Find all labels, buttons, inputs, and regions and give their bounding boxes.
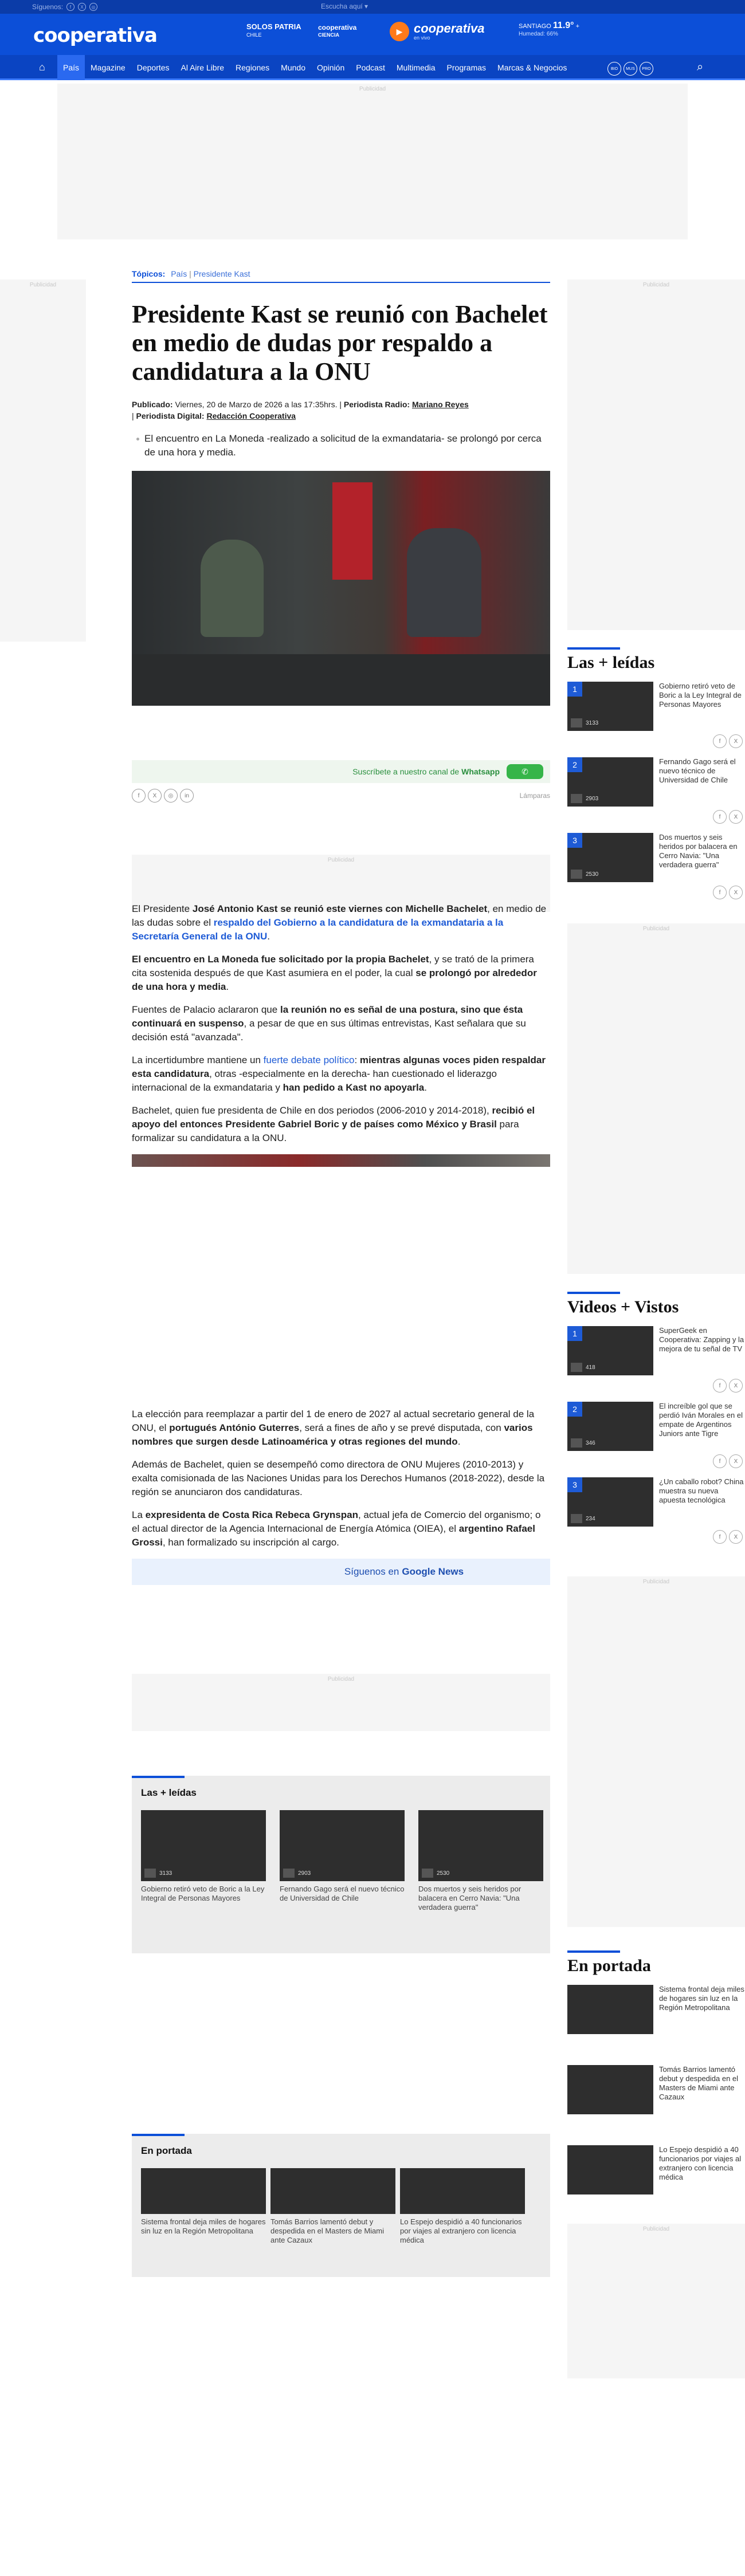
topic-pais[interactable]: País	[171, 269, 187, 278]
paragraph-2: El encuentro en La Moneda fue solicitado por la propia Bachelet, y se trató de la primera cita sostenida después de que Kast asumiera en el poder, la cual se prolongó por alrededor de una hora y media.	[132, 954, 537, 992]
nav-item-regiones[interactable]: Regiones	[236, 63, 270, 72]
sidebar-item[interactable]	[567, 1402, 745, 1451]
ad-left-skyscraper: Publicidad	[0, 280, 86, 642]
paragraph-6: La elección para reemplazar a partir del 1 de enero de 2027 al actual secretario general de la ONU, el portugués António Guterres, será a fines de año y se prevé disputada, con varios nombres que surgen desde Latinoamérica y otras regiones del mundo.	[132, 1409, 535, 1447]
sidebar-item-title[interactable]: Sistema frontal deja miles de hogares sin luz en la Región Metropolitana	[659, 1985, 744, 2012]
eye-icon	[144, 1869, 156, 1878]
partner-circle-2[interactable]: MUS	[624, 62, 637, 76]
portada-card[interactable]	[400, 2168, 525, 2245]
sidebar-thumb[interactable]: 3 234	[567, 1477, 653, 1527]
eye-icon	[571, 718, 582, 727]
sidebar-item-title[interactable]: El increíble gol que se perdió Iván Morales en el empate de Argentinos Juniors ante Tigre	[659, 1402, 743, 1438]
nav-list	[57, 55, 573, 80]
top-bar	[0, 0, 745, 14]
sidebar-share	[567, 1530, 745, 1544]
sidebar-item-title[interactable]: Tomás Barrios lamentó debut y despedida en el Masters de Miami ante Cazaux	[659, 2065, 739, 2101]
sidebar-thumb[interactable]: 2 2903	[567, 757, 653, 807]
article-title: Presidente Kast se reunió con Bachelet en medio de dudas por respaldo a candidatura a la ONU	[132, 300, 548, 386]
sidebar-thumb[interactable]: 2 346	[567, 1402, 653, 1451]
share-facebook-icon[interactable]: f	[713, 1530, 727, 1544]
en-portada-cards	[141, 2168, 541, 2245]
sidebar-item-title[interactable]: Fernando Gago será el nuevo técnico de Universidad de Chile	[659, 757, 736, 784]
radio-journalist-label: Periodista Radio:	[343, 400, 410, 409]
brand-cooperativa-ciencia[interactable]	[318, 24, 356, 39]
paragraph-7: Además de Bachelet, quien se desempeñó como directora de ONU Mujeres (2010-2013) y exalta comisionada de las Naciones Unidas para los Derechos Humanos (2018-2022), desde la región se anunciaron dos candidaturas.	[132, 1459, 545, 1497]
main-nav	[0, 55, 745, 80]
site-header	[0, 14, 745, 55]
card-title[interactable]: Fernando Gago será el nuevo técnico de Universidad de Chile	[280, 1885, 405, 1902]
sidebar-thumb[interactable]: 1 3133	[567, 682, 653, 731]
sidebar-share	[567, 1454, 745, 1468]
ad-banner-top: Publicidad	[57, 84, 688, 239]
change-link[interactable]: Lámparas	[519, 792, 550, 800]
sidebar-share	[567, 810, 745, 824]
en-portada-block	[132, 2134, 550, 2277]
eye-icon	[422, 1869, 433, 1878]
sidebar-share	[567, 1379, 745, 1393]
share-x-icon[interactable]: X	[729, 734, 743, 748]
weather-widget[interactable]	[519, 22, 579, 38]
brand-solos-patria[interactable]	[246, 23, 301, 39]
card-thumbnail[interactable]	[141, 2168, 266, 2214]
nav-item-deportes[interactable]: Deportes	[136, 63, 170, 72]
mas-leidas-block	[132, 1776, 550, 1953]
topic-presidente-kast[interactable]: Presidente Kast	[193, 269, 250, 278]
ad-article-inline-1: Publicidad	[132, 855, 550, 912]
brand-ciencia-sub: CIENCIA	[318, 32, 340, 38]
share-bar	[132, 789, 550, 803]
share-facebook-icon[interactable]: f	[132, 789, 146, 803]
ad-right-mid: Publicidad	[567, 923, 745, 1274]
card-title[interactable]: Lo Espejo despidió a 40 funcionarios por viajes al extranjero con licencia médica	[400, 2217, 522, 2244]
x-icon[interactable]: X	[78, 3, 86, 11]
radio-journalist-link[interactable]: Mariano Reyes	[411, 400, 469, 409]
article	[132, 269, 550, 1585]
nav-item-aire-libre[interactable]: Al Aire Libre	[181, 63, 225, 72]
sidebar-item[interactable]	[567, 1326, 745, 1375]
card-thumbnail[interactable]: 2530	[418, 1810, 543, 1881]
nav-item-opinion[interactable]: Opinión	[316, 63, 345, 72]
follow-label: Síguenos:	[32, 3, 64, 11]
sidebar-videos-title: Videos + Vistos	[567, 1292, 745, 1317]
play-icon[interactable]: ▶	[390, 22, 409, 41]
share-facebook-icon[interactable]: f	[713, 886, 727, 899]
eye-icon	[571, 1438, 582, 1448]
sidebar-en-portada-title: En portada	[567, 1950, 745, 1976]
sidebar-item-title[interactable]: Gobierno retiró veto de Boric a la Ley Integral de Personas Mayores	[659, 682, 742, 709]
gnews-brand: Google News	[402, 1566, 464, 1577]
share-linkedin-icon[interactable]: in	[180, 789, 194, 803]
paragraph-5: Bachelet, quien fue presidenta de Chile en dos periodos (2006-2010 y 2014-2018), recibió el apoyo del entonces Presidente Gabriel Boric y de países como México y Brasil para formalizar su candidatura a la ONU.	[132, 1105, 535, 1143]
share-x-icon[interactable]: X	[729, 810, 743, 824]
brand-ciencia-title: cooperativa	[318, 23, 357, 32]
link-debate[interactable]: fuerte debate político	[263, 1055, 355, 1065]
topics-label: Tópicos:	[132, 269, 166, 278]
sidebar-videos	[567, 1292, 745, 1544]
sidebar-item[interactable]	[567, 757, 745, 807]
sidebar-item[interactable]	[567, 2065, 745, 2114]
mas-leidas-card[interactable]	[280, 1810, 405, 1912]
share-facebook-icon[interactable]: f	[713, 734, 727, 748]
card-thumbnail[interactable]	[270, 2168, 395, 2214]
whatsapp-icon[interactable]: ✆	[507, 764, 543, 779]
sidebar-mas-leidas-title: Las + leídas	[567, 647, 745, 672]
paragraph-3: Fuentes de Palacio aclararon que la reunión no es señal de una postura, sino que ésta continuará en suspenso, a pesar de que en sus últimas entrevistas, Kast señalara que su decisión está "avanzada".	[132, 1004, 526, 1043]
article-lead: El encuentro en La Moneda -realizado a solicitud de la exmandataria- se prolongó por cerca de una hora y media.	[132, 432, 550, 459]
sidebar-thumb[interactable]	[567, 2065, 653, 2114]
digital-journalist-link[interactable]: Redacción Cooperativa	[206, 411, 296, 420]
en-portada-block-title: En portada	[141, 2145, 192, 2156]
share-facebook-icon[interactable]: f	[713, 1379, 727, 1393]
sidebar-share	[567, 734, 745, 748]
sidebar-share	[567, 886, 745, 899]
google-news-banner[interactable]	[132, 1559, 550, 1585]
paragraph-4: La incertidumbre mantiene un fuerte debate político: mientras algunas voces piden respaldar esta candidatura, otras -especialmente en la derecha- han cuestionado el liderazgo internacional de la exmandataria y han pedido a Kast no apoyarla.	[132, 1055, 546, 1093]
photo-person-2	[407, 528, 481, 637]
paragraph-8: La expresidenta de Costa Rica Rebeca Grynspan, actual jefa de Comercio del organismo; o el actual director de la Agencia Internacional de Energía Atómica (OIEA), el argentino Rafael Grossi, han formalizado su inscripción al cargo.	[132, 1509, 541, 1548]
share-x-icon[interactable]: X	[729, 1379, 743, 1393]
sidebar-mas-leidas	[567, 647, 745, 899]
share-x-icon[interactable]: X	[148, 789, 162, 803]
sidebar-item[interactable]	[567, 682, 745, 731]
sidebar-item[interactable]	[567, 833, 745, 882]
photo-floor	[132, 654, 550, 706]
partner-circle-3[interactable]: PRO	[640, 62, 653, 76]
listen-dropdown[interactable]: Escucha aquí ▾	[321, 2, 368, 10]
sidebar-en-portada	[567, 1950, 745, 2194]
partner-circles	[607, 62, 653, 76]
radio-player[interactable]	[390, 22, 485, 41]
eye-icon	[571, 1363, 582, 1372]
sidebar-item-title[interactable]: Dos muertos y seis heridos por balacera en Cerro Navia: "Una verdadera guerra"	[659, 833, 738, 869]
link-respaldo[interactable]: respaldo del Gobierno a la candidatura de la exmandataria a la Secretaría General de la ONU	[132, 917, 504, 942]
card-title[interactable]: Dos muertos y seis heridos por balacera en Cerro Navia: "Una verdadera guerra"	[418, 1885, 522, 1912]
instagram-icon[interactable]: ◎	[89, 3, 97, 11]
mas-leidas-card[interactable]	[141, 1810, 266, 1912]
card-thumbnail[interactable]	[400, 2168, 525, 2214]
sidebar-item-title[interactable]: ¿Un caballo robot? China muestra su nueva apuesta tecnológica	[659, 1477, 744, 1504]
weather-temp: 11.9°	[552, 21, 574, 30]
share-facebook-icon[interactable]: f	[713, 810, 727, 824]
radio-name: cooperativa	[414, 21, 485, 36]
mas-leidas-cards	[141, 1810, 541, 1912]
eye-icon	[571, 1514, 582, 1523]
eye-icon	[571, 794, 582, 803]
article-photo	[132, 471, 550, 706]
facebook-icon[interactable]: f	[66, 3, 74, 11]
social-follow	[32, 3, 97, 11]
whatsapp-banner[interactable]	[132, 760, 550, 783]
radio-sub: en vivo	[414, 35, 430, 41]
ad-right-top: Publicidad	[567, 280, 745, 630]
weather-city: SANTIAGO	[519, 23, 551, 30]
nav-item-multimedia[interactable]: Multimedia	[396, 63, 436, 72]
home-icon[interactable]: ⌂	[39, 61, 45, 73]
published-label: Publicado:	[132, 400, 173, 409]
article-photo-2	[132, 1154, 550, 1167]
portada-card[interactable]	[141, 2168, 266, 2245]
sidebar-item[interactable]	[567, 2145, 745, 2194]
share-instagram-icon[interactable]: ◎	[164, 789, 178, 803]
photo-flag	[332, 482, 372, 580]
partner-circle-1[interactable]: BIO	[607, 62, 621, 76]
nav-item-programas[interactable]: Programas	[446, 63, 487, 72]
card-title[interactable]: Sistema frontal deja miles de hogares sin luz en la Región Metropolitana	[141, 2217, 266, 2235]
mas-leidas-block-title: Las + leídas	[141, 1787, 197, 1798]
article-meta: Publicado: Viernes, 20 de Marzo de 2026 a las 17:35hrs. | Periodista Radio: Mariano Reyes | Periodista Digital: Redacción Cooperativa	[132, 400, 469, 420]
card-title[interactable]: Gobierno retiró veto de Boric a la Ley Integral de Personas Mayores	[141, 1885, 265, 1902]
brand-solos-patria-sub: CHILE	[246, 32, 262, 38]
gnews-text: Síguenos en	[344, 1566, 399, 1577]
whatsapp-brand: Whatsapp	[461, 767, 500, 776]
ad-article-inline-2: Publicidad	[132, 1674, 550, 1731]
sidebar-thumb[interactable]	[567, 2145, 653, 2194]
card-title[interactable]: Tomás Barrios lamentó debut y despedida en el Masters de Miami ante Cazaux	[270, 2217, 384, 2244]
nav-item-pais[interactable]: País	[57, 55, 85, 80]
card-thumbnail[interactable]: 3133	[141, 1810, 266, 1881]
eye-icon	[571, 870, 582, 879]
nav-item-mundo[interactable]: Mundo	[281, 63, 305, 72]
nav-item-magazine[interactable]: Magazine	[91, 63, 126, 72]
whatsapp-text: Suscríbete a nuestro canal de Whatsapp	[352, 767, 500, 776]
weather-plus-icon[interactable]: +	[575, 23, 580, 30]
sidebar-item[interactable]	[567, 1477, 745, 1527]
sidebar-thumb[interactable]: 3 2530	[567, 833, 653, 882]
brand-solos-patria-title: SOLOS PATRIA	[246, 22, 301, 31]
ad-right-bottom: Publicidad	[567, 2224, 745, 2378]
digital-journalist-label: Periodista Digital:	[136, 411, 205, 420]
sidebar-item-title[interactable]: Lo Espejo despidió a 40 funcionarios por viajes al extranjero con licencia médica	[659, 2145, 742, 2181]
topics-bar: Tópicos: País | Presidente Kast	[132, 269, 550, 283]
ad-right-lower: Publicidad	[567, 1576, 745, 1927]
portada-card[interactable]	[270, 2168, 395, 2245]
photo-person-1	[201, 540, 264, 637]
sidebar-item[interactable]	[567, 1985, 745, 2034]
search-icon[interactable]: ⌕	[697, 61, 704, 73]
sidebar-thumb[interactable]	[567, 1985, 653, 2034]
sidebar-thumb[interactable]: 1 418	[567, 1326, 653, 1375]
share-x-icon[interactable]: X	[729, 886, 743, 899]
card-thumbnail[interactable]: 2903	[280, 1810, 405, 1881]
share-x-icon[interactable]: X	[729, 1454, 743, 1468]
eye-icon	[283, 1869, 295, 1878]
site-logo[interactable]: cooperativa	[33, 24, 157, 47]
paragraph-1: El Presidente José Antonio Kast se reunió este viernes con Michelle Bachelet, en medio de las dudas sobre el respaldo del Gobierno a la candidatura de la exmandataria a la Secretaría General de la ONU.	[132, 903, 547, 942]
share-facebook-icon[interactable]: f	[713, 1454, 727, 1468]
nav-item-podcast[interactable]: Podcast	[356, 63, 385, 72]
nav-item-marcas[interactable]: Marcas & Negocios	[497, 63, 567, 72]
weather-humidity: Humedad: 66%	[519, 31, 558, 37]
published-value: Viernes, 20 de Marzo de 2026 a las 17:35hrs.	[175, 400, 338, 409]
mas-leidas-card[interactable]	[418, 1810, 543, 1912]
share-x-icon[interactable]: X	[729, 1530, 743, 1544]
sidebar-item-title[interactable]: SuperGeek en Cooperativa: Zapping y la mejora de tu señal de TV	[659, 1326, 744, 1353]
article-body	[132, 902, 550, 1585]
